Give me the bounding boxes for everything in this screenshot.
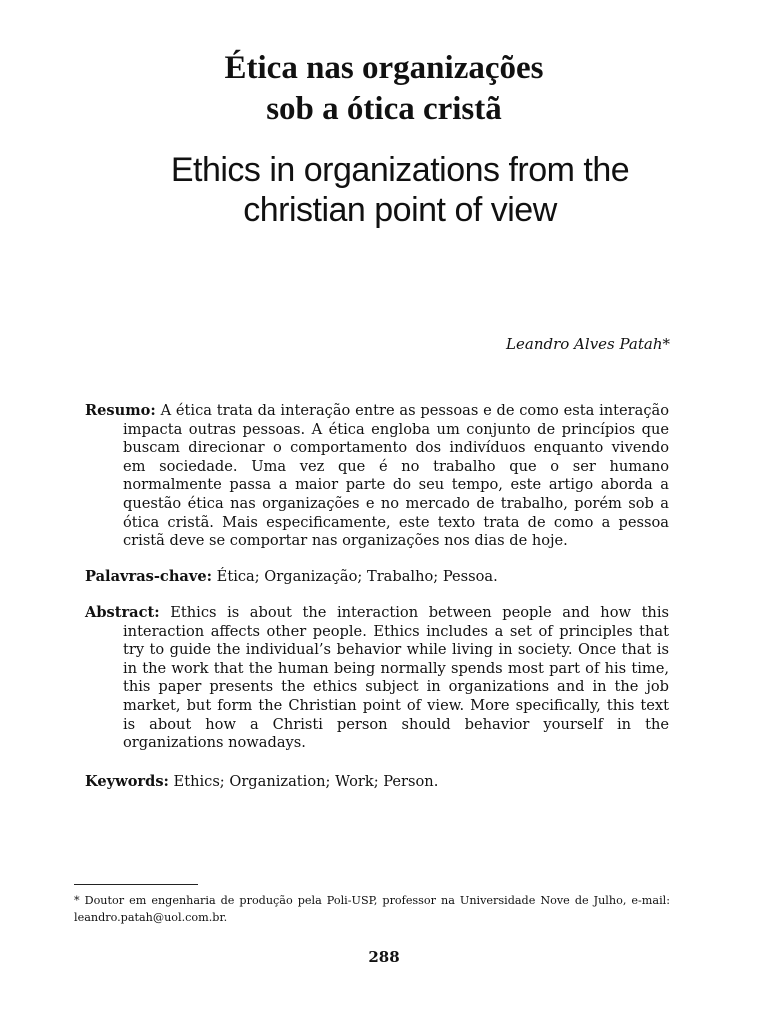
resumo-paragraph (85, 402, 669, 551)
author-name: Leandro Alves Patah* (506, 335, 670, 353)
title-portuguese-line-2: sob a ótica cristã (266, 91, 502, 127)
footnote-divider (74, 884, 198, 885)
palavras-chave-paragraph (85, 568, 669, 587)
resumo-text: A ética trata da interação entre as pessoas e de como esta interação impacta outras pessoas. A ética engloba um conjunto de princípios que buscam direcionar o comportamento dos indivíduos enquanto vivendo em sociedade. Uma vez que é no trabalho que o ser humano normalmente passa a maior parte do seu tempo, este artigo aborda a questão ética nas organizações e no mercado de trabalho, porém sob a ótica cristã. Mais especificamente, este texto trata de como a pessoa cristã deve se comportar nas organizações nos dias de hoje. (123, 402, 669, 550)
title-english (60, 150, 740, 230)
keywords-paragraph (85, 773, 669, 792)
palavras-chave-label: Palavras-chave: (85, 568, 213, 585)
palavras-chave-text: Ética; Organização; Trabalho; Pessoa. (212, 568, 498, 585)
title-portuguese-line-1: Ética nas organizações (224, 50, 544, 86)
keywords-label: Keywords: (85, 773, 169, 790)
abstract-label: Abstract: (85, 604, 160, 621)
title-english-line-2: christian point of view (243, 191, 557, 229)
abstract-text: Ethics is about the interaction between people and how this interaction affects other people. Ethics includes a set of principles that try to guide the individual’s behavior while living in society. Once that is in the work that the human being normally spends most part of his time, this paper presents the ethics subject in organizations and in the job market, but form the Christian point of view. More specifically, this text is about how a Christi person should behavior yourself in the organizations nowadays. (123, 604, 669, 752)
author-footnote: * Doutor em engenharia de produção pela Poli-USP, professor na Universidade Nove de Julho, e-mail: leandro.patah@uol.com.br. (74, 894, 670, 924)
title-portuguese (0, 48, 768, 130)
keywords-text: Ethics; Organization; Work; Person. (168, 773, 439, 790)
title-english-line-1: Ethics in organizations from the (170, 151, 630, 189)
resumo-label: Resumo: (85, 402, 156, 419)
page-number: 288 (368, 948, 400, 966)
abstract-paragraph (85, 604, 669, 753)
